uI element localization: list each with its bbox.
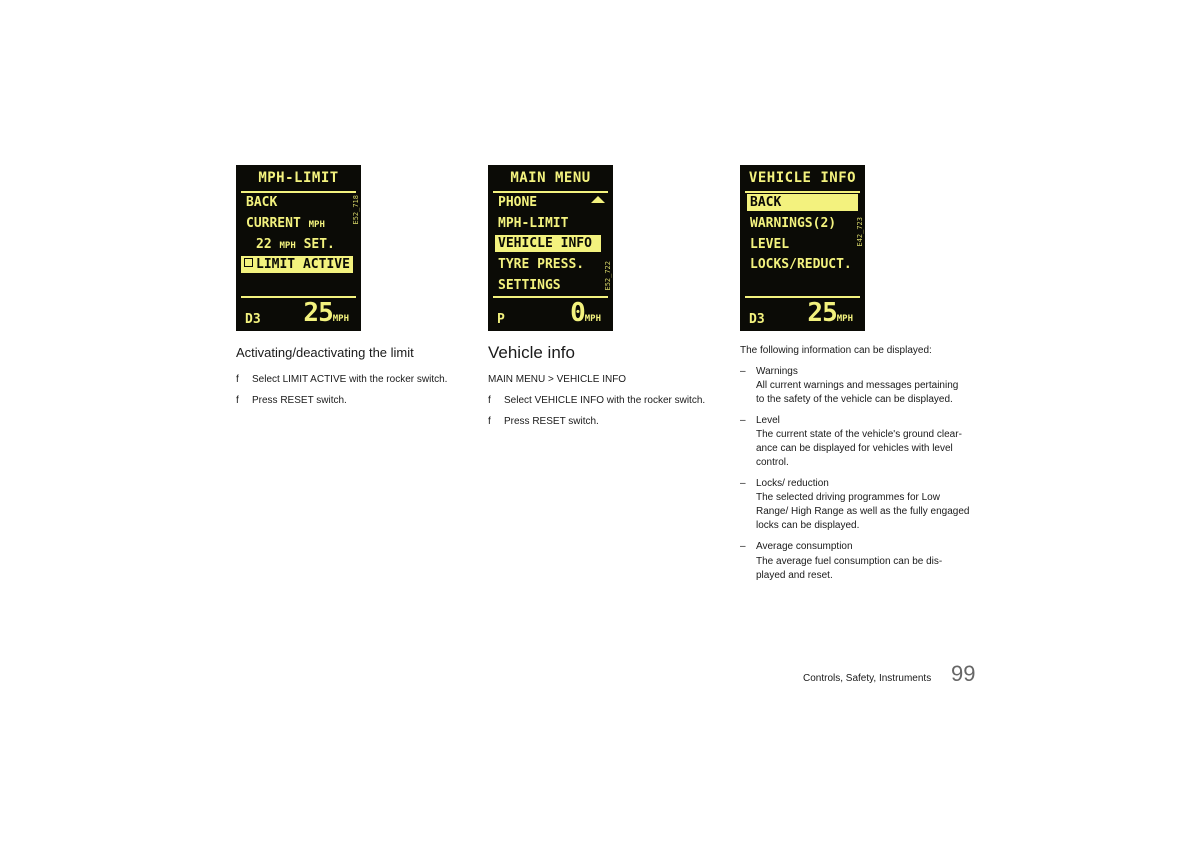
list-item-text: ance can be displayed for vehicles with level bbox=[756, 443, 953, 454]
menu-path: MAIN MENU > VEHICLE INFO bbox=[488, 374, 627, 385]
speed-readout bbox=[303, 298, 349, 328]
list-item-text: to the safety of the vehicle can be displayed. bbox=[756, 394, 953, 405]
list-dash: – bbox=[740, 366, 746, 377]
list-item-title: Level bbox=[756, 415, 780, 426]
step-text: Press RESET switch. bbox=[504, 416, 599, 427]
divider bbox=[493, 191, 608, 193]
divider bbox=[745, 191, 860, 193]
limit-value: 22 bbox=[256, 237, 272, 252]
menu-item-limit-active bbox=[241, 256, 353, 273]
info-intro: The following information can be displayed: bbox=[740, 345, 932, 356]
scroll-up-icon bbox=[591, 196, 605, 203]
limit-set-label: SET. bbox=[303, 237, 335, 252]
section-heading-limit: Activating/deactivating the limit bbox=[236, 345, 414, 360]
current-label: CURRENT bbox=[246, 216, 301, 231]
speed-value: 25 bbox=[303, 298, 333, 328]
vehicle-info-display bbox=[740, 165, 865, 331]
main-menu-display bbox=[488, 165, 613, 331]
list-item-text: locks can be displayed. bbox=[756, 520, 860, 531]
speed-unit: MPH bbox=[584, 314, 601, 324]
speed-unit: MPH bbox=[332, 314, 349, 324]
screen-title: VEHICLE INFO bbox=[748, 170, 857, 186]
divider bbox=[241, 191, 356, 193]
gear-indicator: D3 bbox=[749, 312, 765, 327]
checkbox-icon bbox=[244, 258, 253, 267]
list-dash: – bbox=[740, 541, 746, 552]
step-bullet: f bbox=[236, 374, 239, 385]
menu-item-settings: SETTINGS bbox=[498, 278, 561, 293]
speed-value: 0 bbox=[570, 298, 585, 328]
menu-item-mph-limit: MPH-LIMIT bbox=[498, 216, 569, 231]
list-item-text: Range/ High Range as well as the fully engaged bbox=[756, 506, 970, 517]
figure-code: E42_723 bbox=[856, 217, 864, 247]
page-number: 99 bbox=[951, 661, 976, 686]
section-heading-vehicle-info: Vehicle info bbox=[488, 343, 575, 362]
step-bullet: f bbox=[236, 395, 239, 406]
list-item-text: The selected driving programmes for Low bbox=[756, 492, 940, 503]
list-item-text: The current state of the vehicle's ground clear- bbox=[756, 429, 962, 440]
speed-readout bbox=[570, 298, 601, 328]
speed-unit: MPH bbox=[836, 314, 853, 324]
step-text: Press RESET switch. bbox=[252, 395, 347, 406]
list-item-text: played and reset. bbox=[756, 570, 833, 581]
menu-item-level: LEVEL bbox=[750, 237, 790, 252]
menu-item-warnings: WARNINGS(2) bbox=[750, 216, 837, 231]
menu-item-back: BACK bbox=[246, 195, 278, 210]
limit-unit: MPH bbox=[279, 241, 296, 251]
gear-indicator: D3 bbox=[245, 312, 261, 327]
menu-item-vehicle-info: VEHICLE INFO bbox=[495, 235, 601, 252]
screen-title: MAIN MENU bbox=[510, 170, 591, 186]
list-item-title: Warnings bbox=[756, 366, 798, 377]
step-text: Select LIMIT ACTIVE with the rocker switch. bbox=[252, 374, 448, 385]
list-item-title: Locks/ reduction bbox=[756, 478, 829, 489]
list-item-text: The average fuel consumption can be dis- bbox=[756, 556, 943, 567]
list-item-text: All current warnings and messages pertaining bbox=[756, 380, 959, 391]
menu-item-current bbox=[243, 215, 328, 232]
step-bullet: f bbox=[488, 395, 491, 406]
menu-item-back: BACK bbox=[747, 194, 858, 211]
speed-value: 25 bbox=[807, 298, 837, 328]
list-dash: – bbox=[740, 478, 746, 489]
menu-item-limit-value bbox=[253, 236, 338, 253]
list-dash: – bbox=[740, 415, 746, 426]
speed-readout bbox=[807, 298, 853, 328]
menu-item-locks-reduct: LOCKS/REDUCT. bbox=[750, 257, 852, 272]
step-text: Select VEHICLE INFO with the rocker switch. bbox=[504, 395, 706, 406]
current-unit: MPH bbox=[308, 220, 325, 230]
limit-active-label: LIMIT ACTIVE bbox=[256, 257, 350, 272]
menu-item-tyre-press: TYRE PRESS. bbox=[498, 257, 585, 272]
list-item-text: control. bbox=[756, 457, 789, 468]
menu-item-phone: PHONE bbox=[498, 195, 538, 210]
footer-section-label: Controls, Safety, Instruments bbox=[803, 673, 932, 684]
step-bullet: f bbox=[488, 416, 491, 427]
screen-title: MPH-LIMIT bbox=[258, 170, 339, 186]
mph-limit-display bbox=[236, 165, 361, 331]
list-item-title: Average consumption bbox=[756, 541, 853, 552]
gear-indicator: P bbox=[497, 312, 505, 327]
figure-code: E52_718 bbox=[352, 195, 360, 225]
figure-code: E52_722 bbox=[604, 261, 612, 291]
